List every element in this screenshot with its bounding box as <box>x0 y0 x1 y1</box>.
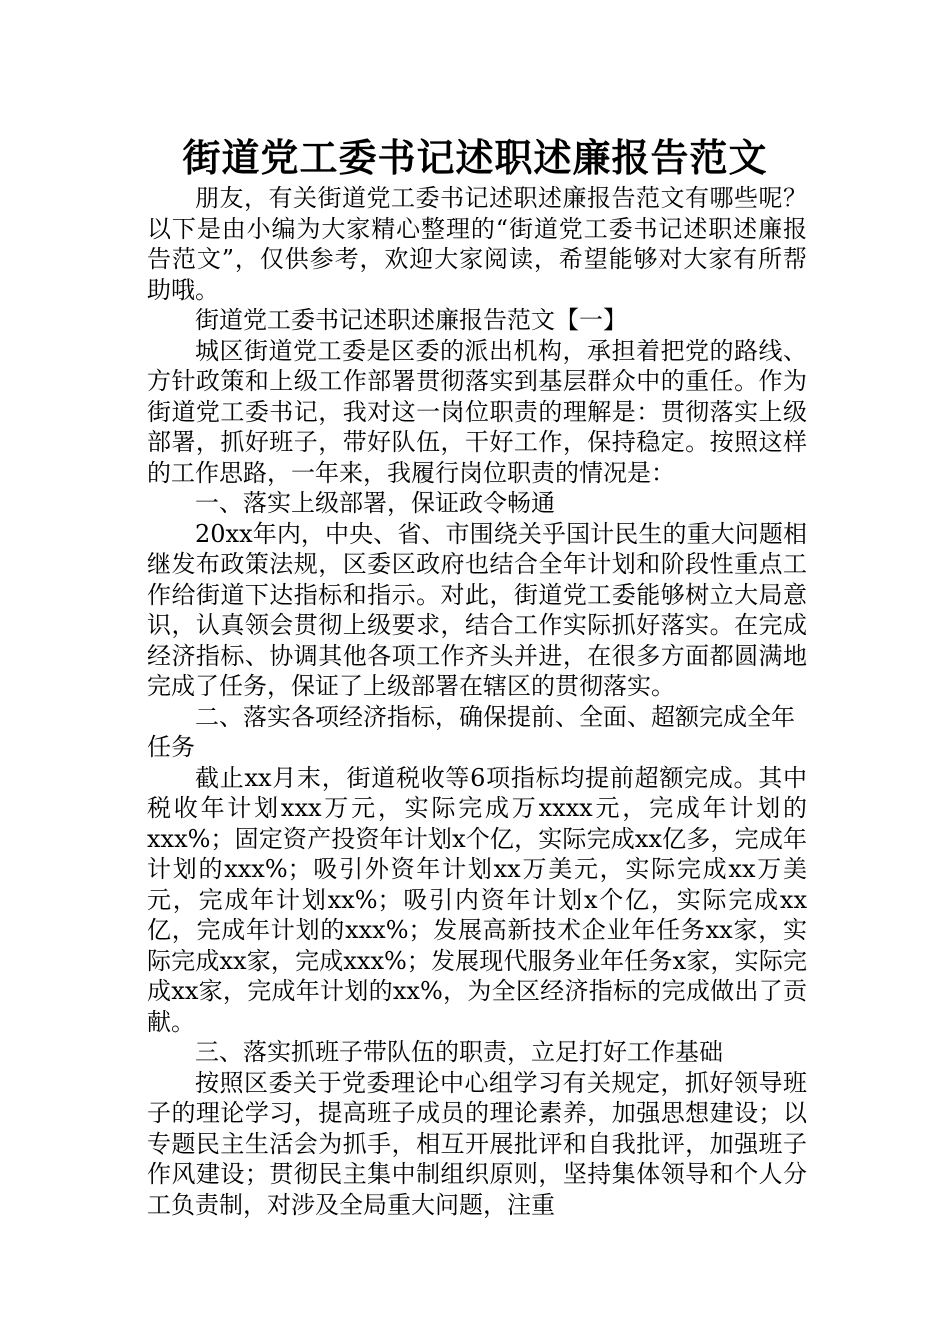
body-paragraph: 20xx年内，中央、省、市围绕关乎国计民生的重大问题相继发布政策法规，区委区政府也结合全年计划和阶段性重点工作给街道下达指标和指示。对此，街道党工委能够树立大局意识，认真领会贯彻上级要求，结合工作实际抓好落实。在完成经济指标、协调其他各项工作齐头并进，在很多方面都圆满地完成了任务，保证了上级部署在辖区的贯彻落实。 <box>147 519 807 700</box>
intro-paragraph: 朋友，有关街道党工委书记述职述廉报告范文有哪些呢？以下是由小编为大家精心整理的“街道党工委书记述职述廉报告范文”，仅供参考，欢迎大家阅读，希望能够对大家有所帮助哦。 <box>147 184 807 304</box>
document-body <box>147 183 807 1220</box>
section-heading-3: 三、落实抓班子带队伍的职责，立足打好工作基础 <box>195 1038 723 1066</box>
document-title: 街道党工委书记述职述廉报告范文 <box>182 135 768 180</box>
section-heading-2: 二、落实各项经济指标，确保提前、全面、超额完成全年任务 <box>147 702 795 761</box>
section-heading-part-one: 街道党工委书记述职述廉报告范文【一】 <box>195 306 627 334</box>
body-paragraph: 截止xx月末，街道税收等6项指标均提前超额完成。其中税收年计划xxx万元，实际完成万xxxx元，完成年计划的xxx%；固定资产投资年计划x个亿，实际完成xx亿多，完成年计划的xxx%；吸引外资年计划xx万美元，实际完成xx万美元，完成年计划xx%；吸引内资年计划x个亿，实际完成xx亿，完成年计划的xxx%；发展高新技术企业年任务xx家，实际完成xx家，完成xxx%；发展现代服务业年任务x家，实际完成xx家，完成年计划的xx%，为全区经济指标的完成做出了贡献。 <box>147 763 807 1036</box>
body-paragraph: 城区街道党工委是区委的派出机构，承担着把党的路线、方针政策和上级工作部署贯彻落实到基层群众中的重任。作为街道党工委书记，我对这一岗位职责的理解是：贯彻落实上级部署，抓好班子，带好队伍，干好工作，保持稳定。按照这样的工作思路，一年来，我履行岗位职责的情况是： <box>147 336 807 487</box>
body-paragraph: 按照区委关于党委理论中心组学习有关规定，抓好领导班子的理论学习，提高班子成员的理论素养，加强思想建设；以专题民主生活会为抓手，相互开展批评和自我批评，加强班子作风建设；贯彻民主集中制组织原则，坚持集体领导和个人分工负责制，对涉及全局重大问题，注重 <box>147 1068 807 1219</box>
section-heading-1: 一、落实上级部署，保证政令畅通 <box>195 489 555 517</box>
